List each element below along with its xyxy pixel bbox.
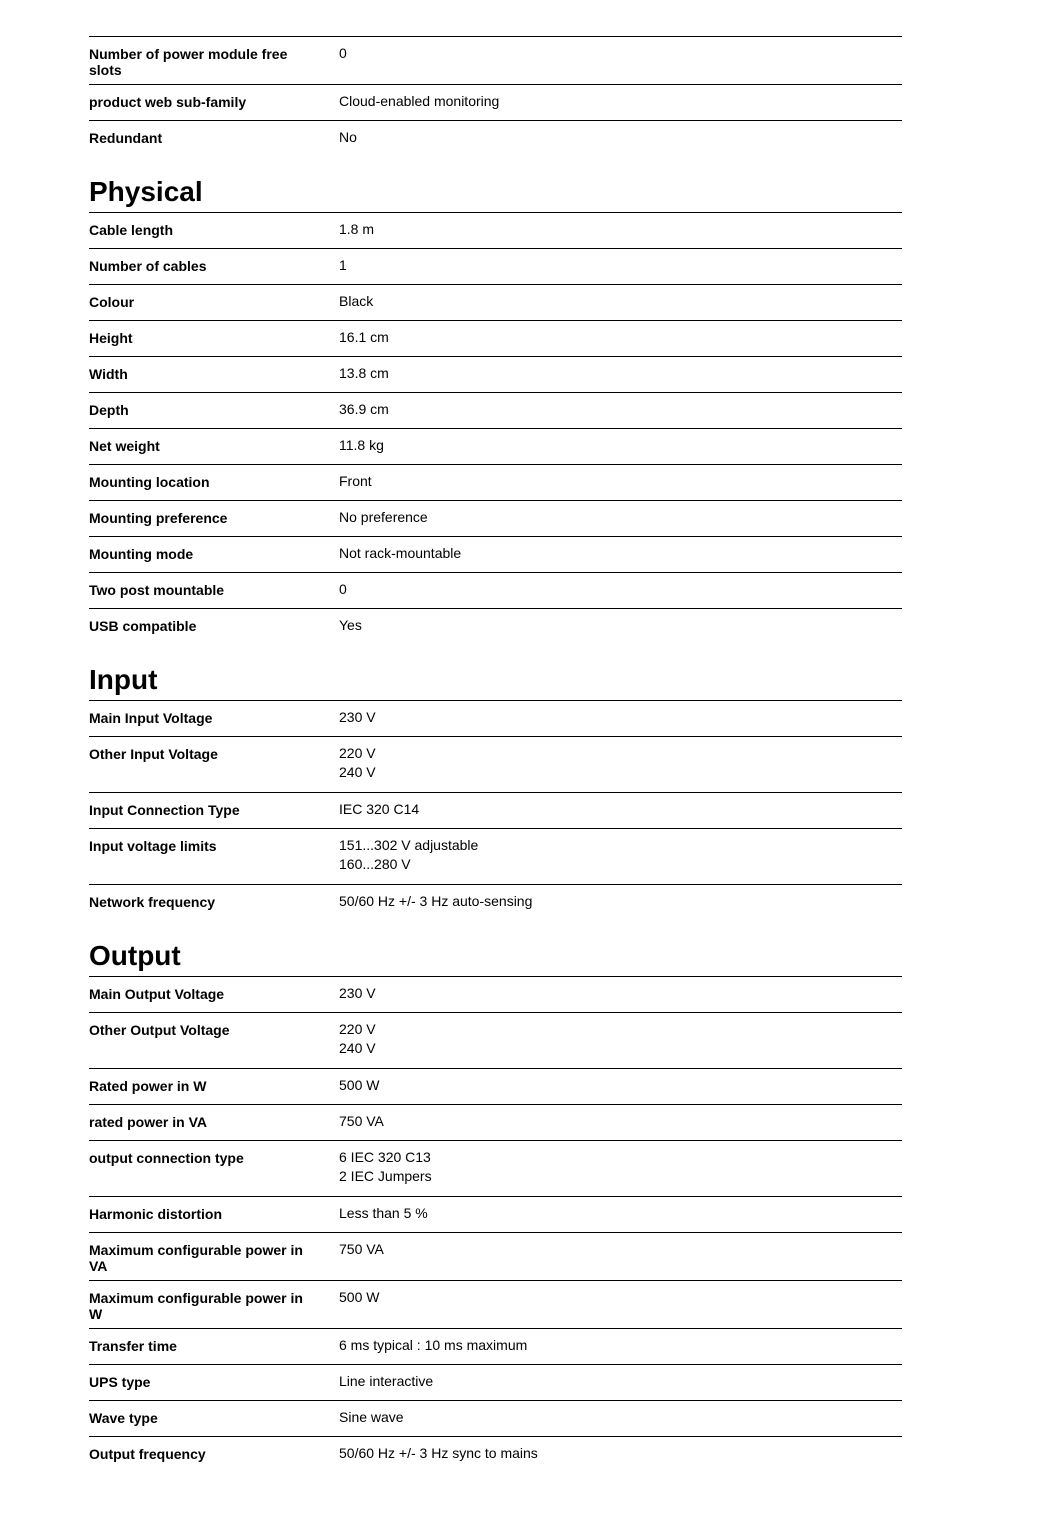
spec-row	[89, 1232, 902, 1280]
spec-label: Input Connection Type	[89, 802, 240, 818]
spec-label: Wave type	[89, 1410, 158, 1426]
spec-value	[339, 573, 902, 608]
spec-label: Transfer time	[89, 1338, 177, 1354]
spec-row	[89, 1436, 902, 1472]
spec-value	[339, 1013, 902, 1068]
spec-value-line: 2 IEC Jumpers	[339, 1168, 432, 1184]
spec-row	[89, 36, 902, 84]
spec-row	[89, 1104, 902, 1140]
spec-value	[339, 85, 902, 120]
spec-label: Number of cables	[89, 258, 207, 274]
spec-row	[89, 1400, 902, 1436]
spec-row	[89, 1140, 902, 1196]
spec-value-line: 1	[339, 257, 347, 273]
spec-row	[89, 320, 902, 356]
spec-row	[89, 1068, 902, 1104]
spec-label: output connection type	[89, 1150, 244, 1166]
spec-label: Other Output Voltage	[89, 1022, 230, 1038]
spec-label: UPS type	[89, 1374, 151, 1390]
spec-value	[339, 213, 902, 248]
spec-value-line: Line interactive	[339, 1373, 434, 1389]
spec-label: Mounting location	[89, 474, 210, 490]
spec-row	[89, 500, 902, 536]
spec-label: Height	[89, 330, 133, 346]
spec-label: Mounting mode	[89, 546, 194, 562]
spec-row	[89, 212, 902, 248]
spec-value	[339, 285, 902, 320]
spec-value-line: 750 VA	[339, 1113, 384, 1129]
spec-value-line: IEC 320 C14	[339, 801, 420, 817]
spec-value-line: No	[339, 129, 357, 145]
spec-value	[339, 1365, 902, 1400]
spec-value-line: 13.8 cm	[339, 365, 389, 381]
spec-section	[89, 938, 902, 1472]
spec-label: product web sub-family	[89, 94, 247, 110]
spec-label: Cable length	[89, 222, 174, 238]
spec-label: Redundant	[89, 130, 163, 146]
spec-value	[339, 1197, 902, 1232]
spec-label: USB compatible	[89, 618, 197, 634]
spec-value	[339, 737, 902, 792]
spec-value	[339, 393, 902, 428]
spec-value-line: 240 V	[339, 764, 376, 780]
spec-value-line: 0	[339, 581, 347, 597]
spec-row	[89, 1328, 902, 1364]
spec-value	[339, 1233, 902, 1280]
spec-label: Main Output Voltage	[89, 986, 225, 1002]
spec-value	[339, 793, 902, 828]
spec-value-line: 151...302 V adjustable	[339, 837, 479, 853]
spec-label: rated power in VA	[89, 1114, 207, 1130]
spec-value-line: No preference	[339, 509, 428, 525]
spec-row	[89, 608, 902, 644]
spec-label: Harmonic distortion	[89, 1206, 223, 1222]
spec-document	[89, 36, 902, 1472]
spec-value-line: 240 V	[339, 1040, 376, 1056]
spec-value-line: 160...280 V	[339, 856, 411, 872]
spec-value	[339, 321, 902, 356]
spec-label: Maximum configurable power in VA	[89, 1242, 303, 1274]
spec-row	[89, 284, 902, 320]
spec-row	[89, 700, 902, 736]
spec-row	[89, 884, 902, 920]
spec-value-line: 16.1 cm	[339, 329, 389, 345]
spec-value	[339, 357, 902, 392]
spec-value	[339, 1437, 902, 1472]
spec-row	[89, 84, 902, 120]
spec-label: Main Input Voltage	[89, 710, 213, 726]
spec-value	[339, 1281, 902, 1328]
spec-value-line: 1.8 m	[339, 221, 375, 237]
spec-row	[89, 1012, 902, 1068]
spec-value-line: 220 V	[339, 1021, 376, 1037]
spec-row	[89, 792, 902, 828]
spec-value-line: Less than 5 %	[339, 1205, 428, 1221]
spec-value	[339, 701, 902, 736]
spec-section	[89, 36, 902, 156]
spec-row	[89, 1364, 902, 1400]
spec-value-line: Sine wave	[339, 1409, 404, 1425]
spec-row	[89, 1280, 902, 1328]
spec-value-line: 6 ms typical : 10 ms maximum	[339, 1337, 528, 1353]
spec-value-line: Not rack-mountable	[339, 545, 462, 561]
spec-row	[89, 428, 902, 464]
spec-value	[339, 249, 902, 284]
spec-value	[339, 1141, 902, 1196]
spec-value	[339, 829, 902, 884]
spec-row	[89, 572, 902, 608]
spec-value-line: 36.9 cm	[339, 401, 389, 417]
spec-value	[339, 1329, 902, 1364]
spec-value	[339, 465, 902, 500]
spec-value-line: 50/60 Hz +/- 3 Hz auto-sensing	[339, 893, 533, 909]
spec-value	[339, 1069, 902, 1104]
spec-label: Rated power in W	[89, 1078, 207, 1094]
spec-label: Width	[89, 366, 128, 382]
spec-row	[89, 828, 902, 884]
spec-value-line: 6 IEC 320 C13	[339, 1149, 431, 1165]
spec-row	[89, 356, 902, 392]
spec-section	[89, 174, 902, 644]
spec-label: Output frequency	[89, 1446, 206, 1462]
spec-value-line: 11.8 kg	[339, 437, 384, 453]
spec-label: Two post mountable	[89, 582, 225, 598]
spec-label: Input voltage limits	[89, 838, 217, 854]
spec-label: Other Input Voltage	[89, 746, 218, 762]
spec-value-line: Black	[339, 293, 374, 309]
spec-label: Maximum configurable power in W	[89, 1290, 303, 1322]
spec-value	[339, 537, 902, 572]
spec-value-line: 230 V	[339, 709, 376, 725]
spec-value-line: 0	[339, 45, 347, 61]
spec-value-line: Front	[339, 473, 372, 489]
spec-row	[89, 976, 902, 1012]
spec-label: Network frequency	[89, 894, 216, 910]
spec-label: Depth	[89, 402, 129, 418]
spec-value	[339, 609, 902, 644]
spec-value-line: 230 V	[339, 985, 376, 1001]
spec-value	[339, 121, 902, 156]
spec-row	[89, 248, 902, 284]
spec-value-line: 500 W	[339, 1289, 380, 1305]
spec-label: Mounting preference	[89, 510, 228, 526]
spec-value	[339, 977, 902, 1012]
spec-value-line: 50/60 Hz +/- 3 Hz sync to mains	[339, 1445, 538, 1461]
spec-row	[89, 464, 902, 500]
spec-value	[339, 885, 902, 920]
spec-label: Colour	[89, 294, 135, 310]
spec-value	[339, 1105, 902, 1140]
spec-section	[89, 662, 902, 920]
section-title: Input	[89, 664, 158, 695]
spec-value	[339, 429, 902, 464]
spec-value	[339, 1401, 902, 1436]
spec-row	[89, 736, 902, 792]
spec-row	[89, 392, 902, 428]
section-title: Physical	[89, 176, 203, 207]
spec-value-line: Yes	[339, 617, 362, 633]
spec-value	[339, 37, 902, 84]
spec-value-line: 220 V	[339, 745, 376, 761]
spec-label: Number of power module free slots	[89, 46, 288, 78]
spec-label: Net weight	[89, 438, 160, 454]
spec-value-line: 750 VA	[339, 1241, 384, 1257]
section-title: Output	[89, 940, 181, 971]
spec-row	[89, 1196, 902, 1232]
spec-value	[339, 501, 902, 536]
spec-row	[89, 120, 902, 156]
spec-value-line: Cloud-enabled monitoring	[339, 93, 500, 109]
spec-row	[89, 536, 902, 572]
spec-value-line: 500 W	[339, 1077, 380, 1093]
